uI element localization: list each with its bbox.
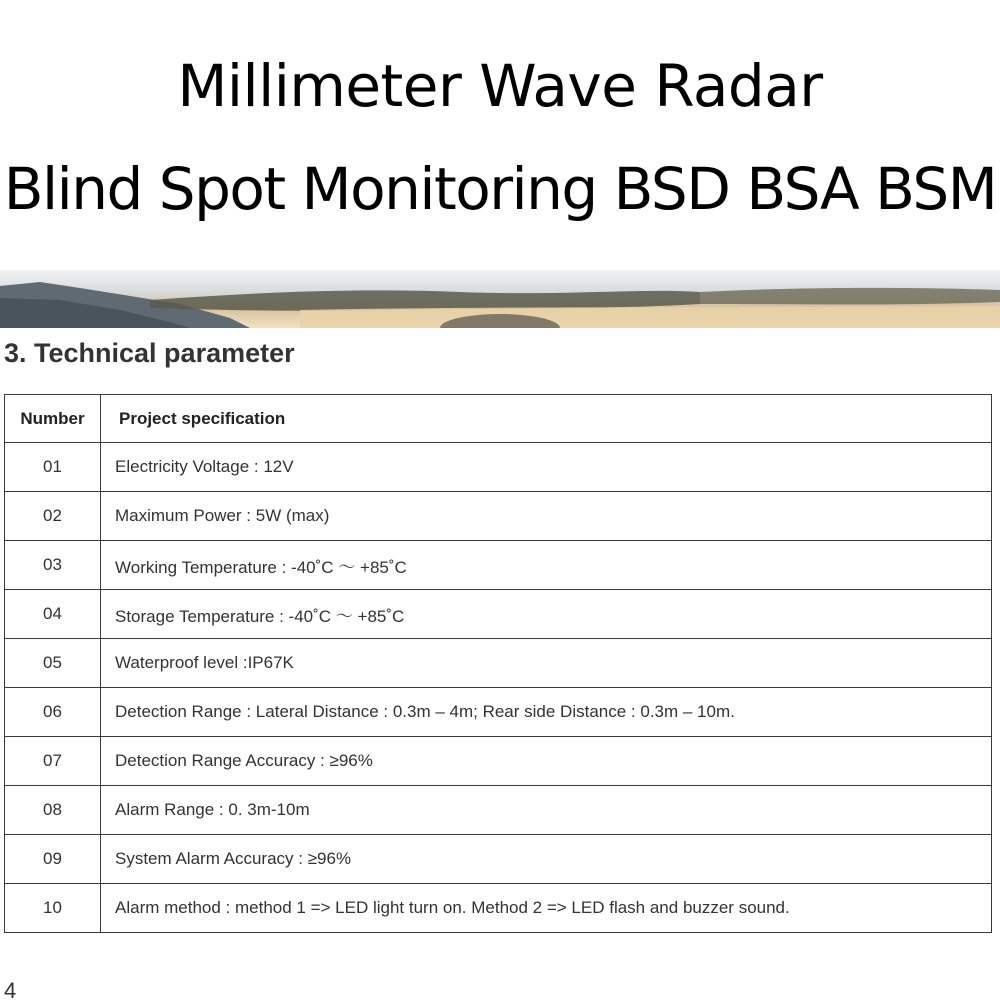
row-specification: Detection Range Accuracy : ≥96% [101, 737, 992, 786]
landscape-banner [0, 270, 1000, 328]
row-specification: Working Temperature : -40˚C ～ +85˚C [101, 541, 992, 590]
landscape-banner-image [0, 270, 1000, 328]
title-block [0, 0, 1000, 240]
row-number: 07 [5, 737, 101, 786]
section-heading: 3. Technical parameter [4, 338, 295, 368]
header-number: Number [5, 395, 101, 443]
row-number: 09 [5, 835, 101, 884]
row-number: 02 [5, 492, 101, 541]
row-specification: Waterproof level :IP67K [101, 639, 992, 688]
row-number: 03 [5, 541, 101, 590]
row-number: 08 [5, 786, 101, 835]
row-number: 01 [5, 443, 101, 492]
table-header-row [5, 395, 992, 443]
table-row [5, 688, 992, 737]
row-specification: Detection Range : Lateral Distance : 0.3m – 4m; Rear side Distance : 0.3m – 10m. [101, 688, 992, 737]
row-specification: Electricity Voltage : 12V [101, 443, 992, 492]
table-row [5, 492, 992, 541]
table-row [5, 541, 992, 590]
table-row [5, 443, 992, 492]
title-line-2: Blind Spot Monitoring BSD BSA BSM [3, 155, 997, 223]
row-specification: Maximum Power : 5W (max) [101, 492, 992, 541]
table-row [5, 590, 992, 639]
row-specification: Alarm Range : 0. 3m-10m [101, 786, 992, 835]
table-row [5, 737, 992, 786]
header-specification: Project specification [101, 395, 992, 443]
table-row [5, 786, 992, 835]
title-line-1: Millimeter Wave Radar [177, 52, 823, 120]
row-number: 04 [5, 590, 101, 639]
row-specification: System Alarm Accuracy : ≥96% [101, 835, 992, 884]
row-number: 05 [5, 639, 101, 688]
technical-parameter-table [4, 394, 992, 933]
table-row [5, 884, 992, 933]
row-number: 10 [5, 884, 101, 933]
row-number: 06 [5, 688, 101, 737]
table-row [5, 639, 992, 688]
row-specification: Alarm method : method 1 => LED light turn on. Method 2 => LED flash and buzzer sound. [101, 884, 992, 933]
row-specification: Storage Temperature : -40˚C ～ +85˚C [101, 590, 992, 639]
table-row [5, 835, 992, 884]
page-number: 4 [4, 978, 17, 1003]
